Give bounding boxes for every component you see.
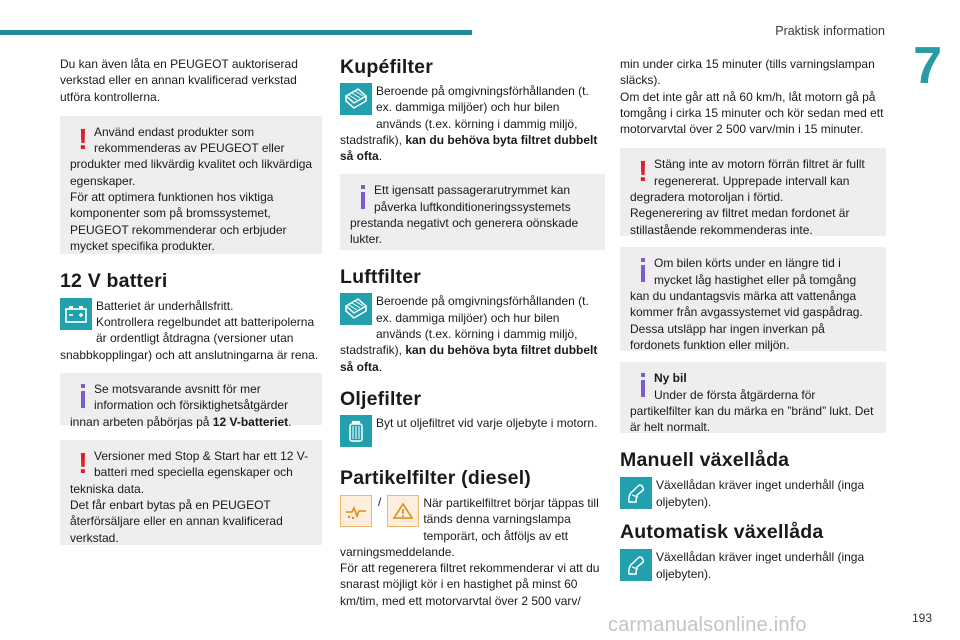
particle-filter-warning-icon <box>387 495 419 527</box>
header-accent-bar <box>0 30 472 35</box>
cabin-filter-text <box>340 83 605 164</box>
info-text-first: Se motsvarande avsnitt för mer information och försiktighetsåtgärder <box>94 382 289 413</box>
info-text-line <box>70 414 314 430</box>
battery-icon <box>60 298 92 330</box>
battery-text-2: Kontrollera regelbundet att batteripolerna är ordentligt åtdragna (versioner utan snabbkopplingar) och att anslutningarna är rena. <box>60 315 319 362</box>
warning-text-para2: Regenerering av filtret medan fordonet är stillastående rekommenderas inte. <box>630 206 850 237</box>
info-icon <box>634 255 652 289</box>
exclamation-icon: ! <box>78 448 88 481</box>
gearbox-icon <box>620 477 652 509</box>
particle-filter-slash: / <box>378 494 382 509</box>
particle-filter-continued: min under cirka 15 minuter (tills varningslampan släcks). <box>620 57 875 88</box>
column-left <box>60 56 322 545</box>
oil-filter-text: Byt ut oljefiltret vid varje oljebyte i motorn. <box>376 415 598 430</box>
air-filter-text-bold: kan du behöva byta filtret dubbelt så ofta <box>340 343 598 374</box>
info-box-battery <box>60 373 322 429</box>
cabin-filter-text-main: Beroende på omgivningsförhållanden (t. ex. dammiga miljöer) och hur bilen används (t.ex. körning i dammig miljö, stadstrafik), <box>340 84 589 147</box>
warning-text-para2: Det får enbart bytas på en PEUGEOT återförsäljare eller en annan kvalificerad verkstad. <box>70 497 283 545</box>
info-text-rest: kan du undantagsvis märka att vattenånga kommer från avgassystemet vid gaspådrag. Dessa utsläpp har ingen inverkan på fordonets funktion eller miljön. <box>630 289 863 352</box>
manual-gearbox-heading: Manuell växellåda <box>620 449 790 472</box>
oil-filter-icon <box>340 415 372 447</box>
warning-text-first: Versioner med Stop & Start har ett 12 V-batteri med speciella egenskaper och <box>94 449 309 480</box>
cabin-filter-section <box>340 83 605 164</box>
particle-filter-section <box>340 495 605 609</box>
section-header-title: Praktisk information <box>775 24 885 38</box>
info-text-first: Under de första åtgärderna för <box>654 387 816 402</box>
warning-text-rest: tekniska data. <box>70 481 145 496</box>
air-filter-text-main: Beroende på omgivningsförhållanden (t. ex. dammiga miljöer) och hur bilen används (t.ex. körning i dammig miljö, stadstrafik), <box>340 294 589 358</box>
exclamation-icon: ! <box>638 156 648 189</box>
exclamation-icon: ! <box>78 123 88 156</box>
info-text-rest: partikelfilter kan du märka en ”bränd” lukt. Det är helt normalt. <box>630 404 874 435</box>
chapter-number: 7 <box>913 37 942 95</box>
battery-text-1: Batteriet är underhållsfritt. <box>96 298 234 313</box>
air-filter-heading: Luftfilter <box>340 266 422 289</box>
warning-text-rest: degradera motoroljan i förtid. <box>630 190 784 205</box>
info-box-new-car <box>620 362 886 433</box>
manual-gearbox-text: Växellådan kräver inget underhåll (inga oljebyten). <box>656 478 865 509</box>
particle-filter-continued-2: Om det inte går att nå 60 km/h, låt motorn gå på tomgång i cirka 15 minuter och kör sedan med ett motorvarvtal över 2 500 varv/min i 15 minuter. <box>620 89 884 137</box>
warning-text-first: Stäng inte av motorn förrän filtret är fullt regenererat. Upprepade intervall kan <box>654 157 865 188</box>
battery-heading: 12 V batteri <box>60 269 168 292</box>
info-text-rest: prestanda negativt och generera oönskade lukter. <box>350 216 579 247</box>
warning-box-regeneration <box>620 148 886 236</box>
page-number: 193 <box>911 611 932 625</box>
info-box-low-speed <box>620 247 886 351</box>
manual-gearbox-section <box>620 477 886 510</box>
info-icon <box>634 370 652 404</box>
cabin-filter-icon <box>340 83 372 115</box>
watermark: carmanualsonline.info <box>608 614 807 636</box>
info-icon <box>354 182 372 216</box>
air-filter-text <box>340 293 605 374</box>
air-filter-text-end: . <box>378 359 383 374</box>
particle-filter-heading: Partikelfilter (diesel) <box>340 466 532 489</box>
info-text-end: . <box>288 414 292 429</box>
info-text-first: Om bilen körts under en längre tid i mycket låg hastighet eller på tomgång <box>654 256 857 287</box>
particle-filter-text-2: För att regenerera filtret rekommenderar vi att du snarast möjligt kör i en hastighet på minst 60 km/tim, med ett motorvarvtal över 2 500 varv/ <box>340 561 600 608</box>
battery-section <box>60 298 322 363</box>
cabin-filter-heading: Kupéfilter <box>340 56 434 78</box>
particle-filter-warning-icon <box>340 495 372 527</box>
info-box-cabin-filter <box>340 174 605 250</box>
column-right <box>620 56 886 582</box>
info-text-first: Ett igensatt passagerarutrymmet kan påverka luftkonditioneringssystemets <box>374 183 571 214</box>
warning-box-stopstart <box>60 440 322 545</box>
column-middle <box>340 56 605 609</box>
cabin-filter-text-bold: kan du behöva byta filtret dubbelt så ofta <box>340 132 598 164</box>
info-new-car-title: Ny bil <box>654 371 687 386</box>
gearbox-icon <box>620 549 652 581</box>
air-filter-icon <box>340 293 372 325</box>
intro-paragraph: Du kan även låta en PEUGEOT auktoriserad verkstad eller en annan kvalificerad verkstad utföra kontrollerna. <box>60 57 298 104</box>
info-text-rest: innan arbeten påbörjas på <box>70 414 210 429</box>
info-icon <box>74 381 92 415</box>
particle-filter-text: När partikelfiltret börjar täppas till tänds denna varningslampa temporärt, och åtföljs av ett varningsmeddelande. <box>340 495 599 559</box>
warning-text-rest: produkter med likvärdig kvalitet och likvärdiga egenskaper. <box>70 157 313 188</box>
automatic-gearbox-section <box>620 549 886 582</box>
air-filter-section <box>340 293 605 374</box>
automatic-gearbox-text: Växellådan kräver inget underhåll (inga oljebyten). <box>656 550 865 581</box>
info-text-bold: 12 V-batteriet <box>212 414 289 429</box>
automatic-gearbox-heading: Automatisk växellåda <box>620 521 824 544</box>
warning-text-first: Använd endast produkter som rekommenderas av PEUGEOT eller <box>94 124 285 156</box>
warning-box-products <box>60 116 322 254</box>
oil-filter-section <box>340 415 605 448</box>
oil-filter-heading: Oljefilter <box>340 387 422 410</box>
cabin-filter-text-end: . <box>378 149 383 164</box>
warning-text-para2: För att optimera funktionen hos viktiga komponenter som på bromssystemet, PEUGEOT rekommenderar och erbjuder mycket specifika produkter. <box>70 190 287 253</box>
